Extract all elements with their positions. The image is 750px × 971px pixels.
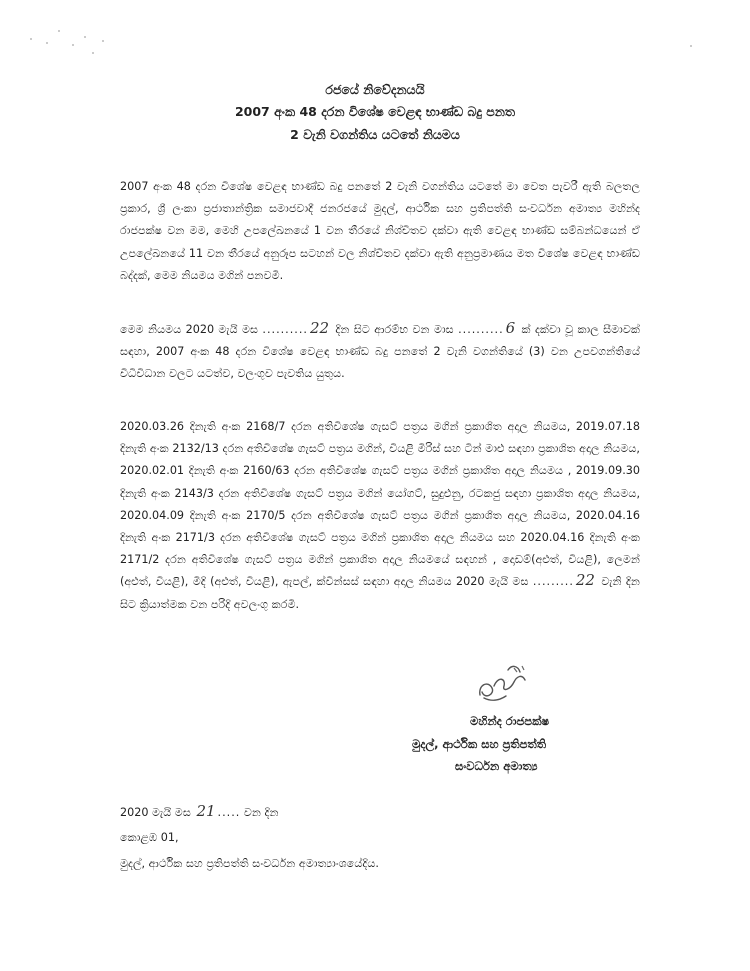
paragraph-2-text-a: මෙම නියමය 2020 මැයි මස (120, 323, 263, 336)
paragraph-3 (120, 416, 640, 616)
footer-ministry: මුදල්, ආර්ථික සහ ප්‍රතිපත්ති සංවර්ධන අමාත්‍යාංශයේදිය. (120, 857, 379, 870)
paragraph-2-text-c: ක් දක්වා වූ කාල සීමාවක් සඳහා, 2007 අංක 48 දරන විශේෂ වෙළඳ භාණ්ඩ බදු පනතේ 2 වැනි වගන්තියේ (3) වන උපවගන්තියේ විධිවිධාන වලට යටත්ව, වලංගුව පැවතිය යුතුය. (120, 323, 640, 381)
scan-speck (72, 44, 74, 46)
paragraph-1: 2007 අංක 48 දරන විශේෂ වෙළඳ භාණ්ඩ බදු පනතේ 2 වැනි වගන්තිය යටතේ මා වෙත පැවරී ඇති බලතල ප්‍රකාර, ශ්‍රී ලංකා ප්‍රජාතාන්ත්‍රික සමාජවාදී ජනරජයේ මුදල්, ආර්ථික සහ ප්‍රතිපත්ති සංවර්ධන අමාත්‍ය මහින්ද රාජපක්ෂ වන මම, මෙහි උපලේඛනයේ 1 වන තීරයේ නිශ්චිතව දක්වා ඇති වෙළඳ භාණ්ඩ සම්බන්ධයෙන් ඒ උපලේඛනයේ 11 වන තීරයේ අනුරූප සටහන් වල නිශ්චිතව දක්වා ඇති අනුප්‍රමාණය මත විශේෂ වෙළඳ භාණ්ඩ බද්දක්, මෙම නියමය මගින් පනවමි. (120, 180, 640, 282)
handwritten-date-day: 21 (196, 802, 216, 820)
scan-speck (30, 38, 32, 40)
heading-title: රජයේ නිවේදනයයි (325, 82, 425, 97)
scan-speck (690, 45, 692, 47)
blank-dots: .......... (262, 323, 308, 336)
signatory-title-2: සංවර්ධන අමාත්‍ය (455, 759, 538, 773)
handwritten-day: 22 (575, 571, 595, 590)
scan-speck (46, 42, 48, 44)
signatory-title-1: මුදල්, ආර්ථික සහ ප්‍රතිපත්ති (412, 737, 547, 751)
scan-speck (58, 30, 60, 32)
scan-speck (102, 40, 104, 42)
scan-speck (84, 36, 86, 38)
footer-date-suffix: වන දින (240, 806, 279, 819)
scan-speck (92, 52, 94, 54)
blank-dots: .......... (458, 323, 504, 336)
footer-city: කොළඹ 01, (120, 831, 179, 844)
footer-date-prefix: 2020 මැයි මස (120, 806, 195, 819)
handwritten-day: 22 (309, 319, 330, 337)
signatory-name: මහින්ද රාජපක්ෂ (470, 714, 550, 728)
signature-scribble (470, 650, 540, 710)
footer-date (120, 802, 279, 820)
paragraph-3-end: වැනි දින සිට ක්‍රියාත්මක වන පරිදි අවලංගු කරමි. (120, 575, 640, 611)
handwritten-months: 6 (505, 319, 516, 337)
blank-dots: ......... (532, 575, 574, 589)
heading-act: 2007 අංක 48 දරන විශේෂ වෙළඳ භාණ්ඩ බදු පනත (234, 104, 516, 119)
paragraph-2 (120, 319, 640, 386)
paragraph-2-text-b: දින සිට ආරම්භ වන මාස (331, 323, 459, 336)
heading-section: 2 වැනි වගන්තිය යටතේ නියමය (290, 127, 460, 142)
paragraph-3-text: 2020.03.26 දිනැති අංක 2168/7 දරන අතිවිශේෂ ගැසට් පත්‍රය මගින් ප්‍රකාශිත අදාල නියමය, 2019.07.18 දිනැති අංක 2132/13 දරන අතිවිශේෂ ගැසට් පත්‍රය මගින්, වියළි මිරිස් සහ ටින් මාළු සඳහා ප්‍රකාශිත අදාල නියමය, 2020.02.01 දිනැති අංක 2160/63 දරන අතිවිශේෂ ගැසට් පත්‍රය මගින් ප්‍රකාශිත අදාල නියමය , 2019.09.30 දිනැති අංක 2143/3 දරන අතිවිශේෂ ගැසට් පත්‍රය මගින් යෝගට්, සුදුළුනු, රටකජු සඳහා ප්‍රකාශිත අදාල නියමය, 2020.04.09 දිනැති අංක 2170/5 දරන අතිවිශේෂ ගැසට් පත්‍රය මගින් ප්‍රකාශිත අදාල නියමය, 2020.04.16 දිනැති අංක 2171/3 දරන අතිවිශේෂ ගැසට් පත්‍රය මගින් ප්‍රකාශිත අදාල නියමය සහ 2020.04.16 දිනැති අංක 2171/2 දරන අතිවිශේෂ ගැසට් පත්‍රය මගින් ප්‍රකාශිත අදාල නියමයේ සඳහන් , දොඩම්(අළුත්, වියළි), ලෙමන් (අළුත්, වියළි), මිදි (අළුත්, වියළි), ඇපල්, ක්වීන්සස් සඳහා අදාල නියමය 2020 මැයි මස (120, 420, 640, 589)
blank-dots: ..... (217, 806, 241, 819)
